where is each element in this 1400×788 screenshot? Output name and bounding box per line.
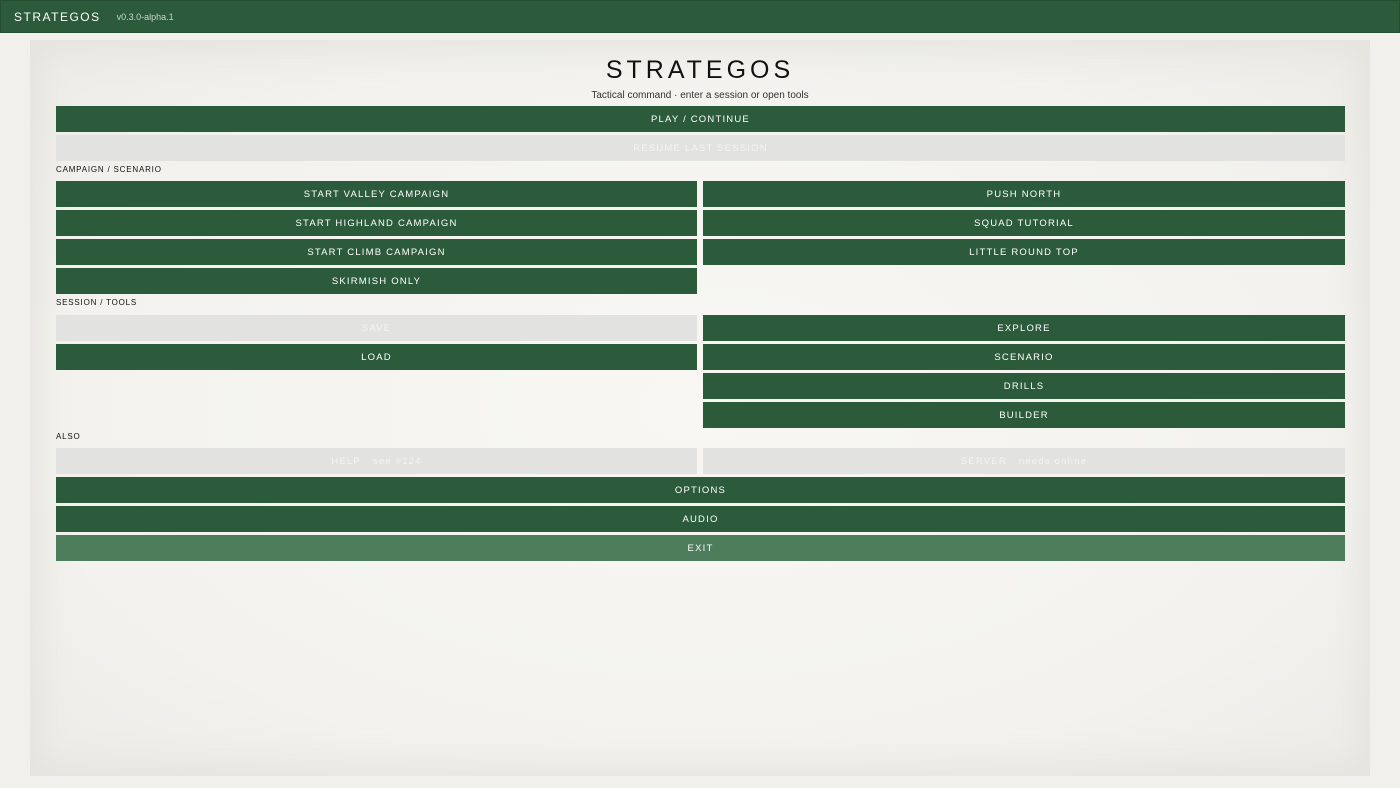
server-hint: needs online (1018, 455, 1088, 467)
also-section-label: ALSO (56, 432, 81, 441)
version-label: v0.3.0-alpha.1 (116, 11, 174, 22)
skirmish-only-button[interactable]: SKIRMISH ONLY (56, 268, 697, 294)
page-title: STRATEGOS (605, 56, 795, 84)
little-round-top-button[interactable]: LITTLE ROUND TOP (703, 239, 1345, 265)
start-valley-campaign-button[interactable]: START VALLEY CAMPAIGN (56, 181, 697, 207)
push-north-button[interactable]: PUSH NORTH (703, 181, 1345, 207)
explore-button[interactable]: EXPLORE (703, 315, 1345, 341)
audio-button[interactable]: AUDIO (56, 506, 1345, 532)
load-button[interactable]: LOAD (56, 344, 697, 370)
server-button (703, 448, 1345, 474)
squad-tutorial-button[interactable]: SQUAD TUTORIAL (703, 210, 1345, 236)
start-climb-campaign-button[interactable]: START CLIMB CAMPAIGN (56, 239, 697, 265)
start-highland-campaign-button[interactable]: START HIGHLAND CAMPAIGN (56, 210, 697, 236)
campaign-section-label: CAMPAIGN / SCENARIO (56, 165, 162, 174)
options-button[interactable]: OPTIONS (56, 477, 1345, 503)
top-bar (0, 0, 1400, 33)
help-hint: see #124 (372, 455, 422, 467)
builder-button[interactable]: BUILDER (703, 402, 1345, 428)
exit-button[interactable]: EXIT (56, 535, 1345, 561)
app-name: STRATEGOS (14, 9, 101, 24)
session-section-label: SESSION / TOOLS (56, 298, 138, 307)
scenario-button[interactable]: SCENARIO (703, 344, 1345, 370)
help-label: HELP (331, 455, 361, 467)
page-subtitle: Tactical command · enter a session or open tools (591, 90, 809, 101)
save-button: SAVE (56, 315, 697, 341)
help-button (56, 448, 697, 474)
server-label: SERVER (960, 455, 1007, 467)
play-continue-button[interactable]: PLAY / CONTINUE (56, 106, 1345, 132)
drills-button[interactable]: DRILLS (703, 373, 1345, 399)
resume-last-session-button: RESUME LAST SESSION (56, 135, 1345, 161)
